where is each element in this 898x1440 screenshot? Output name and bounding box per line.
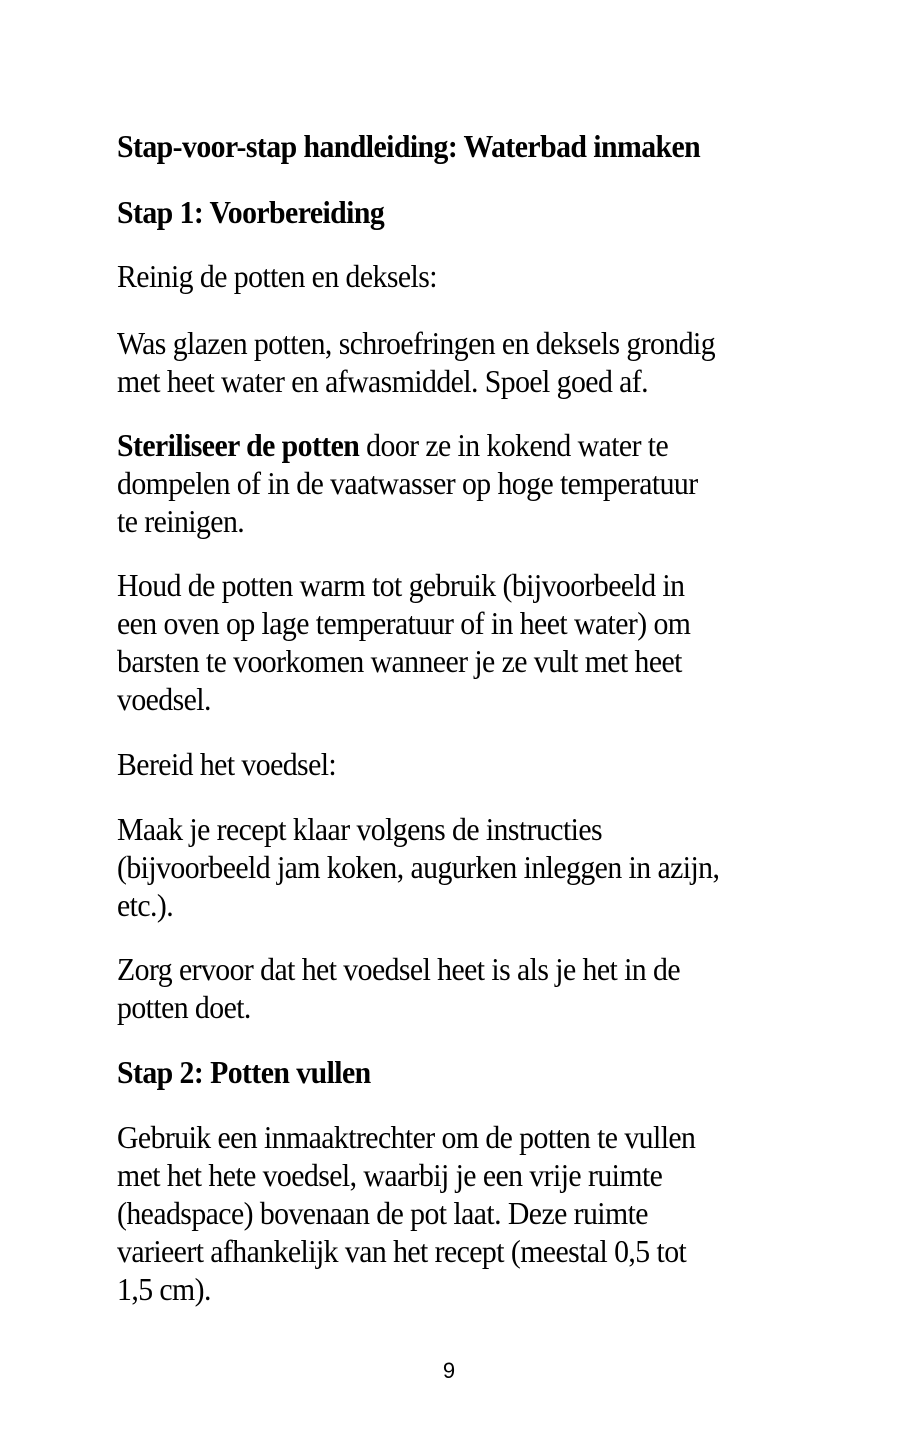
section-heading-step-2 <box>117 1053 824 1091</box>
paragraph-fill-jars <box>117 1118 824 1308</box>
paragraph-line: Houd de potten warm tot gebruik (bijvoorbeeld in <box>117 567 685 603</box>
paragraph-line: Was glazen potten, schroefringen en deksels grondig <box>117 325 716 361</box>
paragraph-line <box>117 426 824 464</box>
paragraph-line: Reinig de potten en deksels: <box>117 258 437 294</box>
paragraph-line: barsten te voorkomen wanneer je ze vult met heet <box>117 643 682 679</box>
paragraph-line: Zorg ervoor dat het voedsel heet is als je het in de <box>117 951 680 987</box>
paragraph-sterilize-jars <box>117 426 824 540</box>
paragraph-make-recipe <box>117 810 824 924</box>
paragraph-line: potten doet. <box>117 989 251 1025</box>
paragraph-line: (headspace) bovenaan de pot laat. Deze ruimte <box>117 1195 648 1231</box>
paragraph-prepare-food-label <box>117 745 824 783</box>
paragraph-food-hot <box>117 950 824 1026</box>
paragraph-line: Maak je recept klaar volgens de instructies <box>117 811 603 847</box>
heading-text: Stap 1: Voorbereiding <box>117 194 385 230</box>
title-text: Stap-voor-stap handleiding: Waterbad inmaken <box>117 128 701 164</box>
paragraph-line: voedsel. <box>117 681 211 717</box>
paragraph-keep-jars-warm <box>117 566 824 718</box>
paragraph-line: varieert afhankelijk van het recept (meestal 0,5 tot <box>117 1233 687 1269</box>
paragraph-wash-jars <box>117 324 824 400</box>
line-rest: door ze in kokend water te <box>359 427 669 463</box>
paragraph-line: etc.). <box>117 887 174 923</box>
paragraph-line: (bijvoorbeeld jam koken, augurken inleggen in azijn, <box>117 849 720 885</box>
paragraph-line: dompelen of in de vaatwasser op hoge temperatuur <box>117 465 698 501</box>
paragraph-line: te reinigen. <box>117 503 245 539</box>
paragraph-line: met heet water en afwasmiddel. Spoel goed af. <box>117 363 649 399</box>
document-title <box>117 127 824 165</box>
paragraph-line: een oven op lage temperatuur of in heet water) om <box>117 605 691 641</box>
heading-text: Stap 2: Potten vullen <box>117 1054 371 1090</box>
paragraph-clean-jars-label <box>117 257 824 295</box>
paragraph-line: met het hete voedsel, waarbij je een vrije ruimte <box>117 1157 663 1193</box>
page-number: 9 <box>442 1358 456 1383</box>
paragraph-line: Bereid het voedsel: <box>117 746 337 782</box>
paragraph-line: 1,5 cm). <box>117 1271 211 1307</box>
section-heading-step-1 <box>117 193 824 231</box>
bold-lead: Steriliseer de potten <box>117 427 360 463</box>
paragraph-line: Gebruik een inmaaktrechter om de potten te vullen <box>117 1119 696 1155</box>
